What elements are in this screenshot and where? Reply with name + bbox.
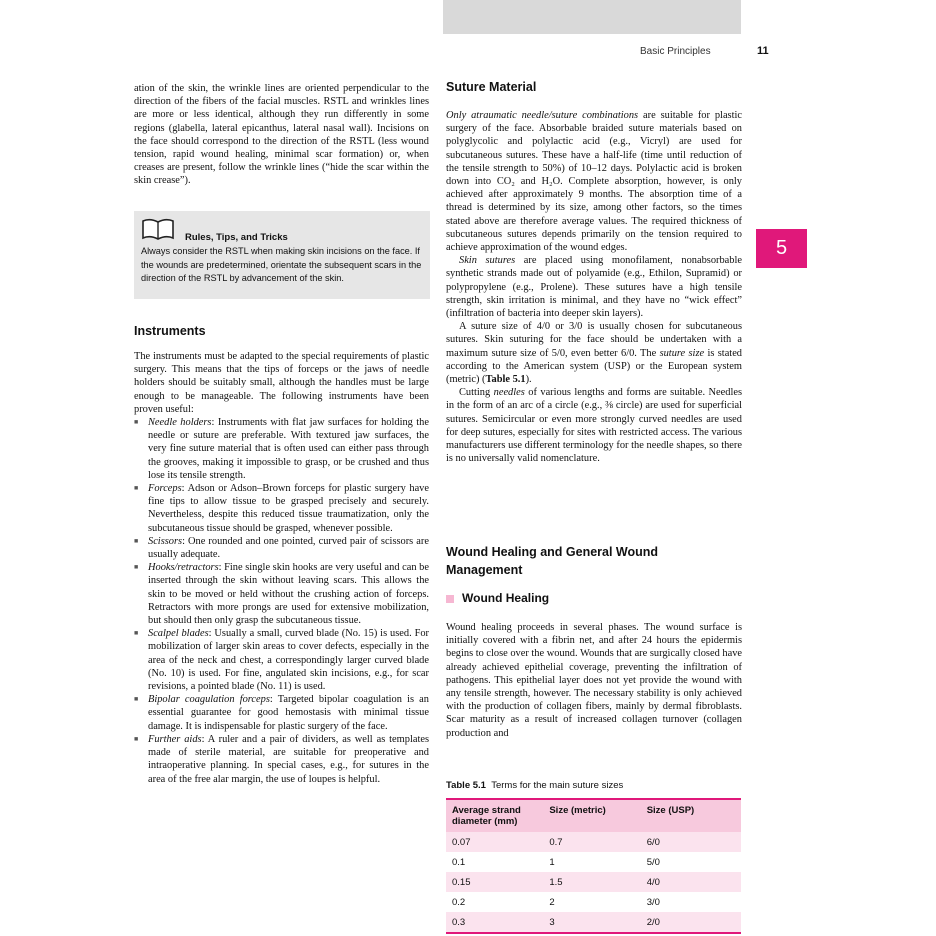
list-item <box>134 627 429 693</box>
table-reference: Table 5.1 <box>485 374 526 386</box>
list-item <box>134 416 429 482</box>
tip-text: Always consider the RSTL when making skin incisions on the face. If the wounds are predetermined, orientate the subsequent scars in the direction of the RSTL by advancement of the skin. <box>141 246 422 283</box>
table-header: Average strand diameter (mm) <box>452 805 521 827</box>
suture-paragraph-2 <box>446 254 742 320</box>
table-cell: 0.3 <box>452 916 466 928</box>
suture-paragraph-3 <box>446 320 742 386</box>
page-number: 11 <box>757 45 769 57</box>
table-cell: 6/0 <box>646 836 660 848</box>
suture-section <box>446 109 742 465</box>
item-term: Scalpel blades <box>148 628 209 640</box>
item-term: Hooks/retractors <box>148 562 219 574</box>
table-cell: 3/0 <box>646 896 660 908</box>
pink-square-icon <box>446 595 454 603</box>
table-cell: 2 <box>549 896 555 908</box>
list-item <box>134 693 429 733</box>
item-text: : Targeted bipolar coagulation is an essential guarantee for good hemostasis with minimal tissue damage. It is indispensable for plastic surgery of the face. <box>148 694 429 732</box>
table-cell: 0.15 <box>452 876 471 888</box>
instruments-intro: The instruments must be adapted to the special requirements of plastic surgery. This means that the tips of forceps or the jaws of needle holders should be suitably small, although the handles must be large enough to be manageable. The following instruments have been proven useful: <box>134 351 429 415</box>
wound-paragraph: Wound healing proceeds in several phases. The wound surface is initially covered with a fibrin net, and after 24 hours the epidermis begins to close over the wound. Wounds that are surgically closed have already achieved epithelial coverage, preventing the infiltration of pathogens. This epithelial layer does not yet provide the wound with any tensile strength, however. The necessary stability is only achieved with the production of collagen fibers, mainly by dermal fibroblasts. Scar maturity as a result of increased collagen turnover (collagen production and <box>446 622 742 739</box>
table-caption-text: Terms for the main suture sizes <box>491 780 624 791</box>
wound-heading-line-2: Management <box>446 563 523 577</box>
item-text: : Usually a small, curved blade (No. 15) is used. For mobilization of larger skin areas to cover defects, especially in the area of the neck and chest, a correspondingly larger curved blade (No. 10) is used. For fine, angulated skin incisions, e.g., for scar revisions, a pointed blade (No. 11) is used. <box>148 628 430 693</box>
suture-text: are suitable for plastic surgery of the face. Absorbable braided suture materials based on polyglycolic and polylactic acid (e.g., Vicryl) are used for subcutaneous sutures. These have a half-life (time until reduction of the tensile strength to 50%) of 10–12 days. Polylactic acid is broken down into CO₂ and H₂O. Complete absorption, however, is only achieved after approximately 9 months. The absorption time of a thread is determined by its size, among other factors, so the times stated above are therefore average values. The required thickness of subcutaneous sutures depends primarily on the tension required to achieve approximation of the wound edges. <box>446 110 742 254</box>
suture-heading: Suture Material <box>446 80 537 94</box>
wound-heading <box>446 543 742 579</box>
item-text: : Fine single skin hooks are very useful and can be inserted through the skin without leaving scars. This allows the skin to be moved or held without the crushing action of forceps. Retractors with more prongs are used for extensive mobilization, but should then only grasp the subcutaneous tissue. <box>148 562 429 627</box>
running-head: Basic Principles <box>640 46 711 57</box>
item-term: Scissors <box>148 535 183 547</box>
suture-paragraph-4 <box>446 386 742 465</box>
suture-text: are placed using monofilament, nonabsorbable synthetic strands made out of polyamide (e.g., Ethilon, Supramid) or polypropylene (e.g., Prolene). These sutures have a high tensile strength, skin irritation is minimal, and they have no “wick effect” (infiltration of bacteria into deeper skin layers). <box>446 255 742 320</box>
list-item <box>134 535 429 561</box>
table-cell: 4/0 <box>646 876 660 888</box>
table-cell: 1 <box>549 856 555 868</box>
wound-subheading-label: Wound Healing <box>462 591 550 605</box>
suture-text: of various lengths and forms are suitable. Needles in the form of an arc of a circle (e.g., ⅜ circle) are used for superficial sutures. Semicircular or even more strongly curved needles are used for deep sutures, especially for sites with restricted access. The various manufacturers use different terminology for the needle shapes, so there is no universally valid nomenclature. <box>446 387 742 465</box>
instruments-heading: Instruments <box>134 324 206 338</box>
needles-term: needles <box>493 387 525 399</box>
chapter-tab: 5 <box>756 229 807 268</box>
instruments-section <box>134 350 429 786</box>
suture-text: A suture size of 4/0 or 3/0 is usually chosen for subcutaneous sutures. Skin suturing for the face should be undertaken with a maximum suture size of 5/0, even better 6/0. The <box>446 321 742 359</box>
table-label: Table 5.1 <box>446 780 486 791</box>
table-header-row <box>446 799 741 832</box>
list-item <box>134 482 429 535</box>
table-row <box>446 892 741 912</box>
item-text: : Adson or Adson–Brown forceps for plastic surgery have fine tips to allow tissue to be grasped precisely and securely. Nevertheless, despite this reduced tissue traumatization, only the subcutaneous tissue should be grasped, whenever possible. <box>148 483 429 534</box>
table-header: Size (USP) <box>646 805 695 816</box>
intro-paragraph: ation of the skin, the wrinkle lines are oriented perpendicular to the direction of the fibers of the facial muscles. RSTL and wrinkles lines are more or less identical, although they run differently in some regions (glabella, lateral epicanthus, lateral nasal wall). Incisions on the face should correspond to the direction of the RSTL (less wound tension, rapid wound healing, minimal scar formation) or, when creases are present, follow the wrinkle lines (“hide the scar within the skin crease”). <box>134 83 429 187</box>
item-text: : A ruler and a pair of dividers, as well as templates made of sterile material, are suitable for preoperative and intraoperative planning. In special cases, e.g., for sutures in the area of the free alar margin, the use of loupes is helpful. <box>148 733 429 785</box>
table-cell: 3 <box>549 916 555 928</box>
suture-size-term: suture size <box>659 347 705 359</box>
item-term: Forceps <box>148 483 182 495</box>
header-band <box>443 0 741 34</box>
wound-heading-line-1: Wound Healing and General Wound <box>446 545 659 559</box>
book-icon <box>141 218 175 240</box>
item-term: Further aids <box>148 733 202 745</box>
suture-text: is stated according to the American system (USP) or the European system (metric) ( <box>446 347 742 386</box>
suture-size-table <box>446 798 741 934</box>
table-cell: 0.07 <box>452 836 471 848</box>
table-cell: 1.5 <box>549 876 563 888</box>
table-cell: 0.7 <box>549 836 563 848</box>
skin-sutures-term: Skin sutures <box>459 255 516 267</box>
list-item <box>134 733 429 786</box>
item-text: : Instruments with flat jaw surfaces for holding the needle or suture are preferable. With textured jaw surfaces, the very fine suture material that is often used can either pass through the grooves, making it impossible to grasp, or be crushed and thus lose its tensile strength. <box>148 417 429 481</box>
table-row <box>446 872 741 892</box>
table-cell: 0.2 <box>452 896 466 908</box>
table-row <box>446 832 741 852</box>
table-cell: 2/0 <box>646 916 660 928</box>
table-header: Size (metric) <box>549 805 606 816</box>
table-cell: 5/0 <box>646 856 660 868</box>
table-row <box>446 912 741 933</box>
instruments-list <box>134 416 429 786</box>
item-term: Bipolar coagulation forceps <box>148 694 270 706</box>
tip-title: Rules, Tips, and Tricks <box>185 232 288 243</box>
item-text: : One rounded and one pointed, curved pair of scissors are usually adequate. <box>148 535 429 561</box>
suture-emphasis: Only atraumatic needle/suture combinations <box>446 110 639 121</box>
wound-subheading <box>446 591 742 605</box>
suture-text: ). <box>525 374 532 386</box>
item-term: Needle holders <box>148 417 212 429</box>
table-caption <box>446 780 623 791</box>
table-row <box>446 852 741 872</box>
suture-text: Cutting <box>459 387 494 399</box>
suture-paragraph-1 <box>446 109 742 254</box>
list-item <box>134 561 429 627</box>
table-cell: 0.1 <box>452 856 466 868</box>
